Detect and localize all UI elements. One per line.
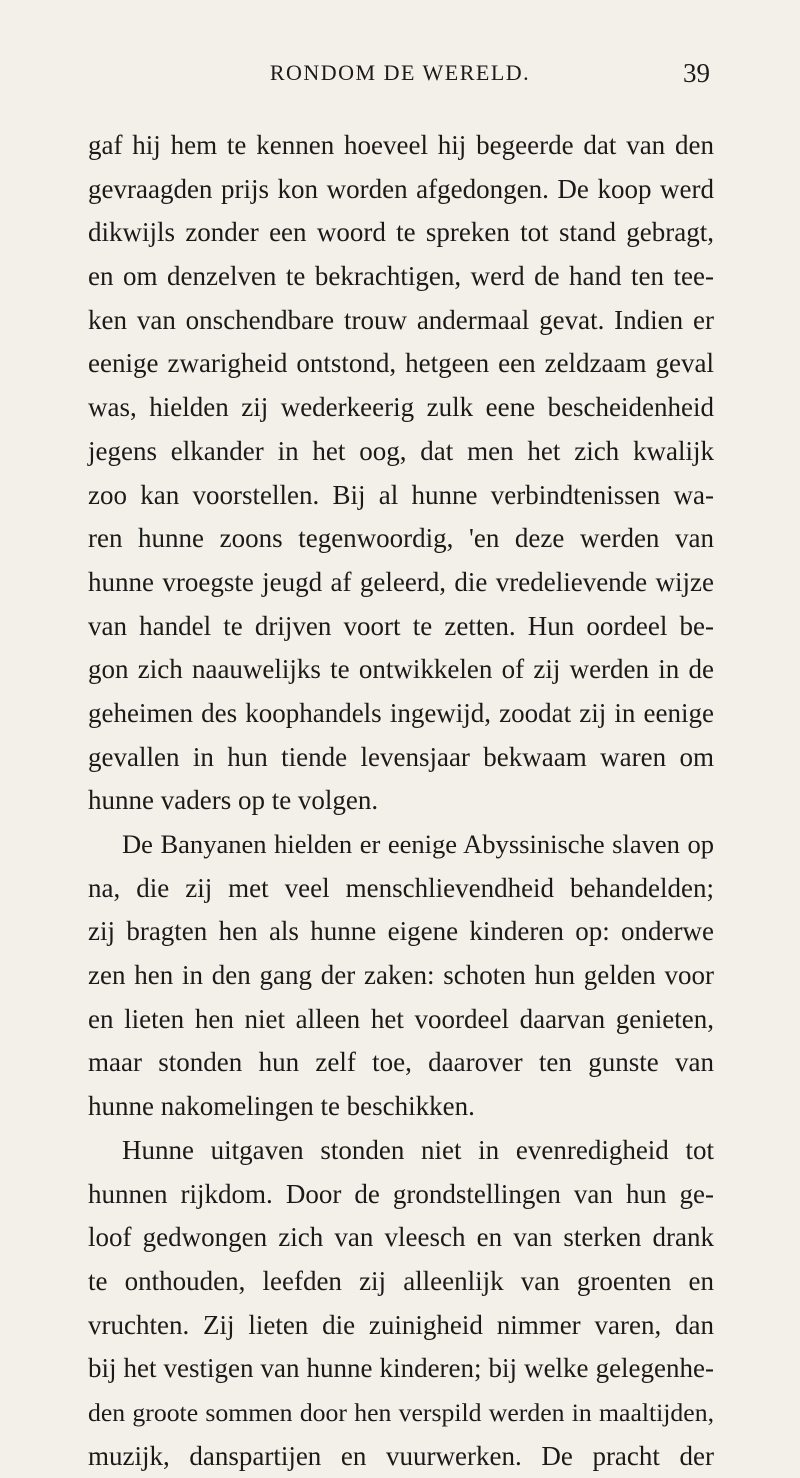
text-line: zij bragten hen als hunne eigene kinderen op: onderwe	[88, 916, 714, 947]
text-line: van handel te drijven voort te zetten. Hun oordeel be-	[88, 610, 714, 641]
text-line: zoo kan voorstellen. Bij al hunne verbindtenissen wa-	[88, 479, 714, 510]
text-line: dikwijls zonder een woord te spreken tot stand gebragt,	[88, 217, 714, 248]
text-line: en lieten hen niet alleen het voordeel daarvan genieten,	[88, 1003, 714, 1034]
text-line: jegens elkander in het oog, dat men het zich kwalijk	[88, 435, 714, 466]
text-line: gaf hij hem te kennen hoeveel hij begeerde dat van den	[88, 130, 714, 160]
page-number: 39	[683, 58, 710, 88]
paragraph-start-line: De Banyanen hielden er eenige Abyssinische slaven op	[122, 829, 714, 859]
text-line: gevallen in hun tiende levensjaar bekwaam waren om	[88, 741, 714, 772]
text-line: hunnen rijkdom. Door de grondstellingen van hun ge-	[88, 1178, 714, 1209]
body-text	[88, 124, 714, 1478]
paragraph-end-line: hunne vaders op te volgen.	[88, 785, 379, 816]
text-line: gevraagden prijs kon worden afgedongen. De koop werd	[88, 173, 714, 204]
text-line: maar stonden hun zelf toe, daarover ten gunste van	[88, 1047, 714, 1078]
text-line: loof gedwongen zich van vleesch en van sterken drank	[88, 1222, 714, 1253]
text-line: geheimen des koophandels ingewijd, zoodat zij in eenige	[88, 697, 714, 728]
text-line: was, hielden zij wederkeerig zulk eene bescheidenheid	[88, 392, 714, 423]
text-line: ken van onschendbare trouw andermaal gevat. Indien er	[88, 304, 714, 335]
text-line: eenige zwarigheid ontstond, hetgeen een zeldzaam geval	[88, 348, 714, 379]
text-line: ren hunne zoons tegenwoordig, 'en deze werden van	[88, 523, 714, 554]
page-header	[88, 60, 712, 100]
running-head: RONDOM DE WERELD.	[269, 60, 531, 85]
text-line: na, die zij met veel menschlievendheid behandelden;	[88, 872, 714, 903]
text-line: zen hen in den gang der zaken: schoten hun gelden voor	[88, 960, 714, 991]
paragraph-end-line: hunne nakomelingen te beschikken.	[88, 1091, 475, 1122]
text-line: hunne vroegste jeugd af geleerd, die vredelievende wijze	[88, 566, 714, 597]
text-line: te onthouden, leefden zij alleenlijk van groenten en	[88, 1265, 714, 1296]
paragraph-start-line: Hunne uitgaven stonden niet in evenredigheid tot	[122, 1134, 714, 1165]
text-line: vruchten. Zij lieten die zuinigheid nimmer varen, dan	[88, 1309, 714, 1340]
text-line: gon zich naauwelijks te ontwikkelen of zij werden in de	[88, 654, 714, 685]
text-line: bij het vestigen van hunne kinderen; bij welke gelegenhe-	[88, 1353, 714, 1384]
text-line: en om denzelven te bekrachtigen, werd de hand ten tee-	[88, 261, 714, 292]
text-line: muzijk, danspartijen en vuurwerken. De pracht der	[88, 1440, 714, 1471]
text-line: den groote sommen door hen verspild werden in maaltijden,	[88, 1397, 714, 1427]
